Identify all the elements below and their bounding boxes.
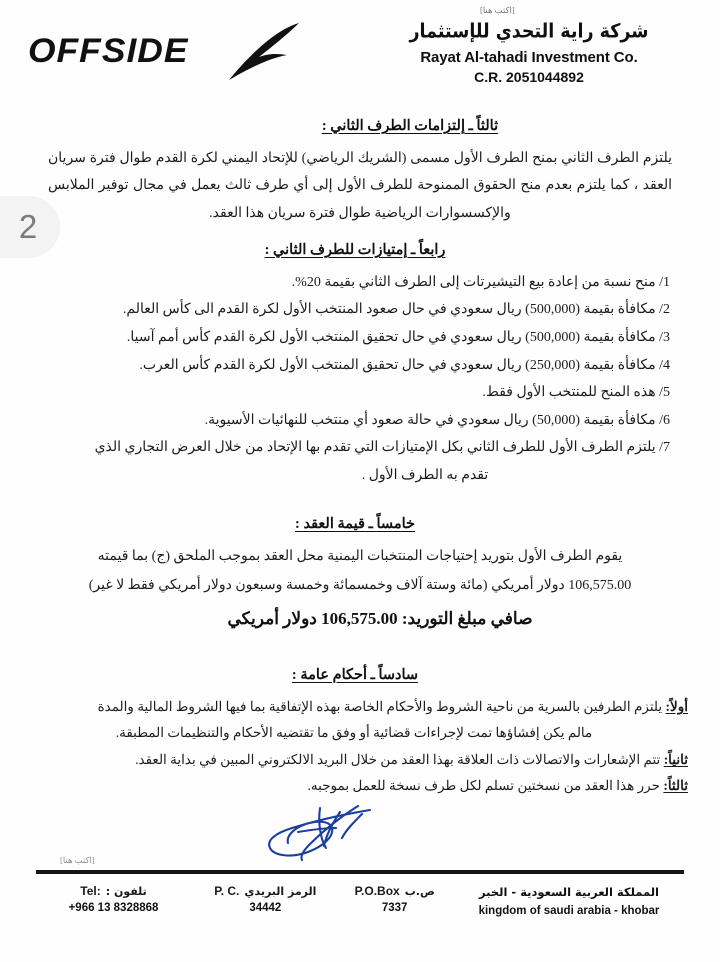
provision-label: أولاً: xyxy=(665,699,688,715)
company-identity xyxy=(364,22,694,85)
provision-text: حرر هذا العقد من نسختين تسلم لكل طرف نسخة للعمل بموجبه. xyxy=(307,778,660,794)
list-item-text: يلتزم الطرف الأول للطرف الثاني بكل الإمتيازات التي تقدم بها الإتحاد من خلال العرض التجاري الذي xyxy=(94,440,656,456)
page-number-value: 2 xyxy=(18,208,38,245)
provision-label: ثانياً: xyxy=(663,751,688,767)
footer-tel-label-english: Tel: xyxy=(80,884,101,898)
commercial-registration: C.R. 2051044892 xyxy=(474,68,584,85)
section-third-paragraph: يلتزم الطرف الثاني بمنح الطرف الأول مسمى (الشريك الرياضي) للإتحاد اليمني لكرة القدم طوال فترة سريان العقد ، كما يلتزم بعدم منح الحقوق الممنوحة للطرف الأول إلى أي طرف ثالث يعمل في مجال توفير الملابس والإكسسوارات الرياضية طوال فترة سريان هذا العقد. xyxy=(48,151,672,221)
footer-address xyxy=(454,884,684,921)
list-item xyxy=(26,269,676,297)
list-item-number: 2/ xyxy=(659,302,670,318)
list-item xyxy=(26,379,676,407)
section-heading-fifth: خامساً ـ قيمة العقد : xyxy=(295,515,415,532)
header-placeholder-note: [اكتب هنا] xyxy=(480,5,515,15)
net-supply-label: صافي مبلغ التوريد: xyxy=(401,609,533,629)
footer-tel-value: +966 13 8328868 xyxy=(68,902,159,914)
provision-label: ثالثاً: xyxy=(663,778,688,794)
list-item xyxy=(26,434,676,462)
list-item-text: مكافأة بقيمة (500,000) ريال سعودي في حال صعود المنتخب الأول لكرة القدم الى كأس العالم. xyxy=(122,302,656,318)
footer-pobox-value: 7337 xyxy=(381,902,408,914)
section-heading-fourth: رابعاً ـ إمتيازات للطرف الثاني : xyxy=(264,241,446,258)
contract-value-line-2: 106,575.00 دولار أمريكي (مائة وستة آلاف وخمسمائة وخمسة وسبعون دولار أمريكي فقط لا غير) xyxy=(88,577,632,593)
footer-divider xyxy=(36,870,684,874)
list-item-text: مكافأة بقيمة (50,000) ريال سعودي في حالة صعود أي منتخب للنهائيات الأسيوية. xyxy=(204,412,656,428)
list-item-number: 1/ xyxy=(659,274,670,290)
section-heading-sixth: سادساً ـ أحكام عامة : xyxy=(291,667,419,684)
footer-pobox-label-english: P.O.Box xyxy=(354,884,400,898)
contract-value-line-1: يقوم الطرف الأول بتوريد إحتياجات المنتخبات اليمنية محل العقد بموجب الملحق (ج) بما قيمته xyxy=(97,548,623,564)
footer-pc-label-arabic: الرمز البريدي xyxy=(244,885,317,898)
list-item-text: هذه المنح للمنتخب الأول فقط. xyxy=(482,385,656,401)
page-number-badge xyxy=(0,196,60,258)
document-body xyxy=(26,118,694,799)
provision-third xyxy=(26,773,694,799)
list-item-number: 5/ xyxy=(659,385,670,401)
company-logo xyxy=(28,24,298,84)
offside-swoosh-icon xyxy=(223,22,303,84)
footer-address-english: kingdom of saudi arabia - khobar xyxy=(478,905,660,918)
logo-wordmark: OFFSIDE xyxy=(28,32,189,70)
section-heading-third: ثالثاً ـ إلتزامات الطرف الثاني : xyxy=(321,118,499,134)
list-item-number: 7/ xyxy=(659,440,670,456)
provision-text: يلتزم الطرفين بالسرية من ناحية الشروط والأحكام الخاصة بهذه الإتفاقية بما فيها الشروط المالية والمدة xyxy=(97,699,663,715)
handwritten-signature xyxy=(262,798,382,868)
footer-placeholder-note: [اكتب هنا] xyxy=(60,855,95,865)
page-footer xyxy=(0,870,720,948)
privileges-item7-continuation: تقدم به الطرف الأول . xyxy=(361,467,489,483)
footer-pobox-label-arabic: ص.ب xyxy=(404,885,435,898)
list-item xyxy=(26,352,676,380)
list-item xyxy=(26,324,676,352)
list-item xyxy=(26,296,676,324)
footer-telephone xyxy=(36,884,191,917)
list-item xyxy=(26,407,676,435)
net-supply-amount xyxy=(26,609,694,629)
company-name-english: Rayat Al-tahadi Investment Co. xyxy=(420,48,638,66)
footer-tel-label-arabic: تلفون : xyxy=(105,885,147,898)
footer-postal-code xyxy=(195,884,335,917)
list-item-number: 6/ xyxy=(659,412,670,428)
list-item-number: 4/ xyxy=(659,357,670,373)
company-name-arabic: شركة راية التحدي للإستثمار xyxy=(409,20,649,44)
footer-address-arabic: المملكة العربية السعودية - الخبر xyxy=(479,885,659,899)
list-item-text: مكافأة بقيمة (250,000) ريال سعودي في حال تحقيق المنتخب الأول لكرة القدم كأس العرب. xyxy=(139,357,656,373)
provision-first xyxy=(26,694,694,720)
page-header xyxy=(0,0,720,100)
privileges-list xyxy=(26,269,694,462)
list-item-text: مكافأة بقيمة (500,000) ريال سعودي في حال تحقيق المنتخب الأول لكرة القدم كأس أمم آسيا. xyxy=(126,330,656,346)
list-item-number: 3/ xyxy=(659,330,670,346)
provision-first-continuation: مالم يكن إفشاؤها تمت لإجراءات قضائية أو وفق ما تقتضيه الأحكام والتنظيمات المطبقة. xyxy=(115,725,593,741)
footer-pc-value: 34442 xyxy=(249,902,282,914)
footer-pobox xyxy=(340,884,450,917)
provision-text: تتم الإشعارات والاتصالات ذات العلاقة بهذا العقد من خلال البريد الالكتروني المبين في بداية العقد. xyxy=(135,751,661,767)
provision-second xyxy=(26,747,694,773)
list-item-text: منح نسبة من إعادة بيع التيشيرتات إلى الطرف الثاني بقيمة 20%. xyxy=(291,274,656,290)
net-supply-value: 106,575.00 دولار أمريكي xyxy=(227,609,398,629)
footer-pc-label-english: P. C. xyxy=(214,884,240,898)
